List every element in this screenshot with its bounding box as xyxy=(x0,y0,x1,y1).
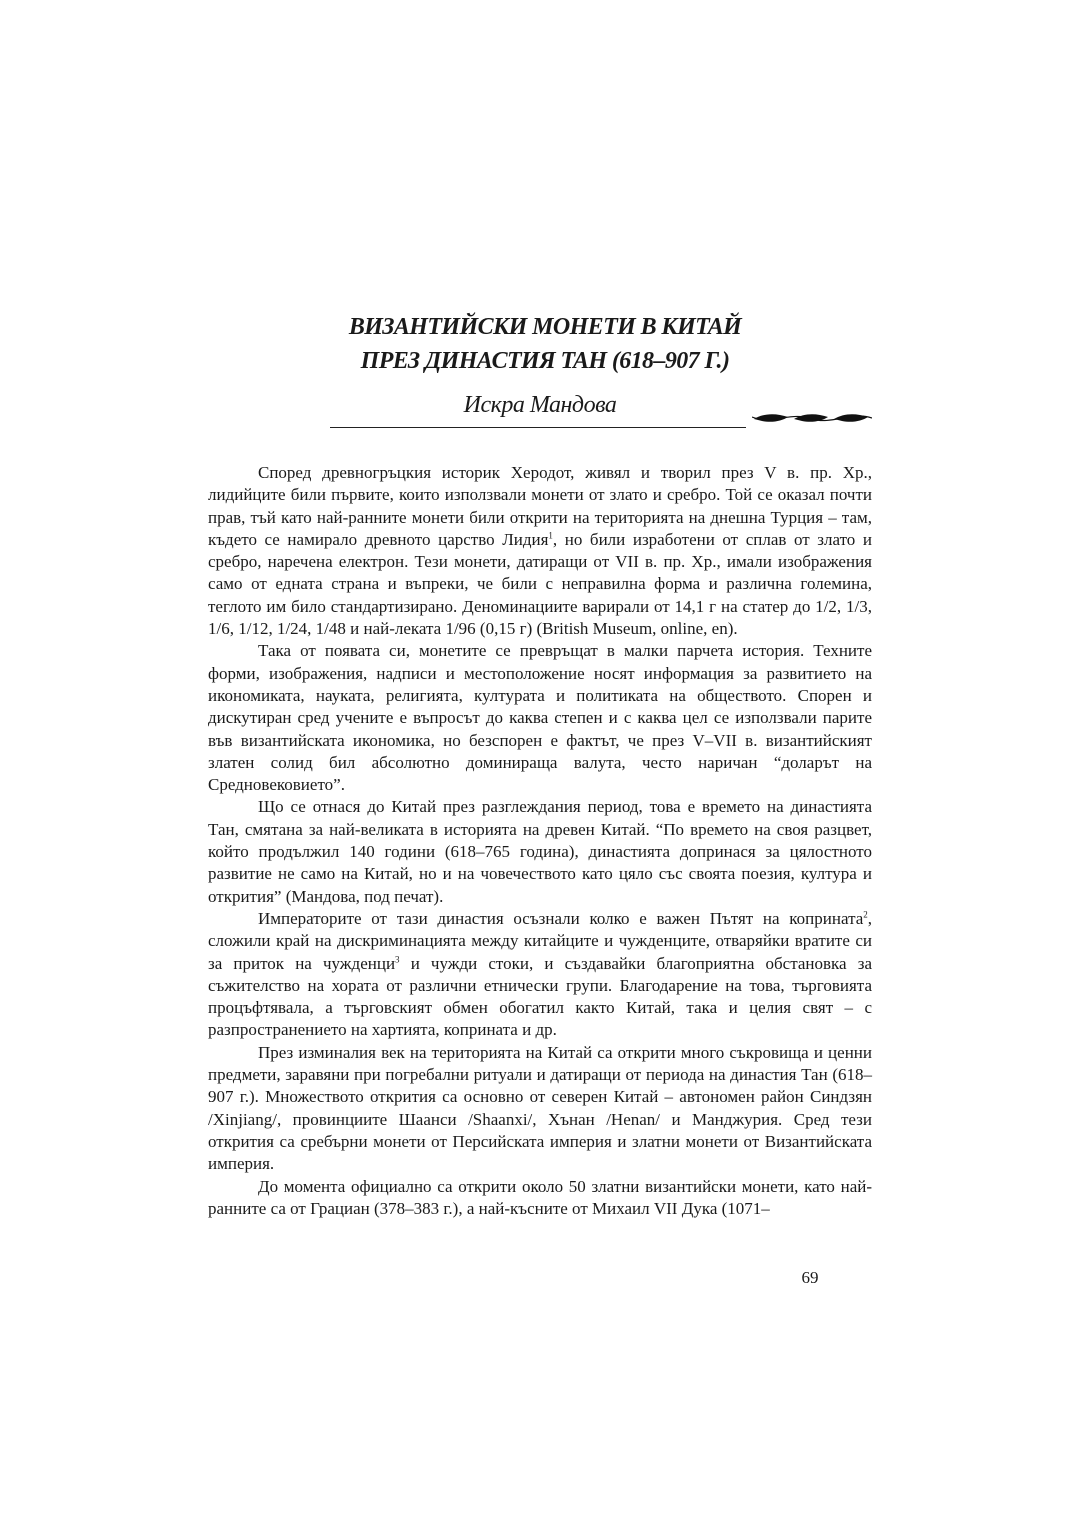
decorative-ornament-icon xyxy=(752,405,872,429)
footnote-ref-3[interactable]: 3 xyxy=(395,953,400,964)
paragraph-5: През изминалия век на територията на Китай са открити много съкровища и ценни предмети, заравяни при погребални ритуали и датиращи от периода на династия Тан (618–907 г.). Множеството открития са основно от северен Китай – автономен район Синдзян /Xinjiang/, провинциите Шаанси /Shaanxi/, Хънан /Henan/ и Манджурия. Сред тези открития са сребърни монети от Персийската империя и златни монети от Византийската империя. xyxy=(208,1042,872,1174)
paragraph-2: Така от появата си, монетите се превръщат в малки парчета история. Техните форми, изображения, надписи и местоположение носят информация за развитието на икономиката, науката, религията, културата и политиката на обществото. Спорен и дискутиран сред учените е въпросът до каква степен и с каква цел се използвали парите във византийската икономика, но безспорен е фактът, че през V–VII в. византийският златен солид бил абсолютно доминираща валута, често наричан “доларът на Средновековието”. xyxy=(208,641,872,795)
title-line-1: ВИЗАНТИЙСКИ МОНЕТИ В КИТАЙ xyxy=(348,314,742,340)
paragraph-1: Според древногръцкия историк Херодот, живял и творил през V в. пр. Хр., лидийците били първите, които използвали монети от злато и сребро. Той се оказал почти прав, тъй като най-ранните монети били открити на територията на днешна Турция – там, където се намирало древното царство Лидия$^1$, но били изработени от сплав от злато и сребро, наречена електрон. Тези монети, датиращи от VII в. пр. Хр., имали изображения само от едната страна и въпреки, че били с неправилна форма и различна големина, теглото им било стандартизирано. Деноминациите варирали от 14,1 г на статер до 1/2, 1/3, 1/6, 1/12, 1/24, 1/48 и най-леката 1/96 (0,15 г) (British Museum, online, en). xyxy=(208,463,872,639)
footnote-ref-2[interactable]: 2 xyxy=(863,909,868,920)
author-name: Искра Мандова xyxy=(463,392,617,418)
footnote-ref-1[interactable]: 1 xyxy=(548,530,553,541)
paragraph-6: До момента официално са открити около 50 златни византийски монети, като най-ранните са от Грациан (378–383 г.), а най-късните от Михаил VII Дука (1071– xyxy=(208,1176,872,1218)
title-line-2: ПРЕЗ ДИНАСТИЯ ТАН (618–907 Г.) xyxy=(360,348,730,374)
article-body xyxy=(208,462,872,1220)
article-title xyxy=(200,310,890,378)
paragraph-3: Що се отнася до Китай през разглеждания период, това е времето на династията Тан, смятана за най-великата в историята на древен Китай. “По времето на своя разцвет, който продължил 140 години (618–765 година), династията допринася за цялостното развитие не само на Китай, но и на човечеството като цяло със своята поезия, култура и открития” (Мандова, под печат). xyxy=(208,797,872,906)
page-number: 69 xyxy=(801,1268,819,1287)
paragraph-4: Императорите от тази династия осъзнали колко е важен Пътят на коприната$^2$, сложили край на дискриминацията между китайците и чужденците, отваряйки вратите си за приток на чужденци$^3$ и чужди стоки, и създавайки благоприятна обстановка за съжителство на хората от различни етнически групи. Благодарение на това, търговията процъфтявала, а търговският обмен обогатил както Китай, така и целия свят – с разпространението на хартията, коприната и др. xyxy=(208,908,872,1040)
author-rule xyxy=(330,427,746,428)
